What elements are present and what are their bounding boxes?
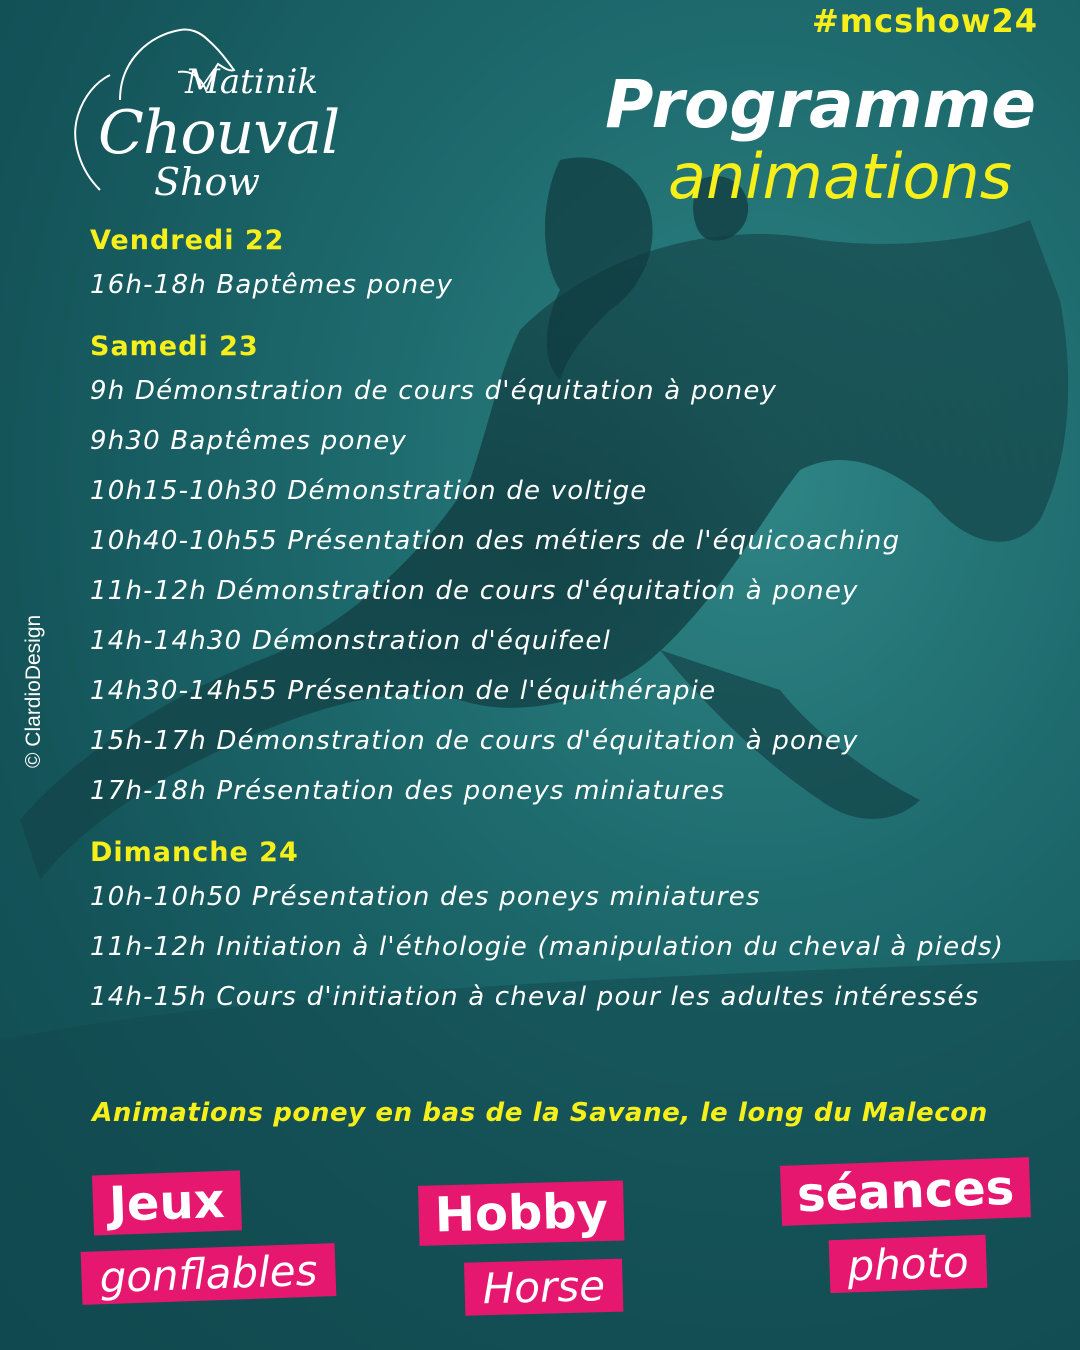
logo-text-chouval: Chouval	[98, 98, 340, 168]
event-item: 14h-14h30 Démonstration d'équifeel	[90, 626, 612, 656]
badge-subtitle: photo	[829, 1235, 988, 1293]
event-item: 14h30-14h55 Présentation de l'équithérapie	[90, 676, 717, 706]
badge-title: séances	[780, 1157, 1031, 1226]
event-logo	[60, 20, 360, 204]
event-item: 14h-15h Cours d'initiation à cheval pour les adultes intéressés	[90, 982, 980, 1012]
page-title: Programme	[605, 66, 1036, 143]
photo-credit: © ClardioDesign	[22, 614, 45, 768]
day-heading: Vendredi 22	[90, 225, 285, 256]
event-item: 17h-18h Présentation des poneys miniatures	[90, 776, 726, 806]
event-item: 9h Démonstration de cours d'équitation à poney	[90, 376, 778, 406]
day-block-samedi	[90, 328, 1075, 816]
event-item: 10h15-10h30 Démonstration de voltige	[90, 476, 648, 506]
location-note: Animations poney en bas de la Savane, le long du Malecon	[92, 1098, 988, 1128]
event-item: 16h-18h Baptêmes poney	[90, 270, 454, 300]
schedule	[90, 222, 1075, 1040]
badge-title: Jeux	[92, 1170, 242, 1235]
badge-subtitle: gonflables	[81, 1243, 337, 1305]
hashtag: #mcshow24	[811, 2, 1038, 40]
day-heading: Samedi 23	[90, 331, 259, 362]
logo-text-show: Show	[154, 160, 260, 204]
event-item: 10h40-10h55 Présentation des métiers de l'équicoaching	[90, 526, 901, 556]
day-block-dimanche	[90, 834, 1075, 1022]
event-item: 10h-10h50 Présentation des poneys miniatures	[90, 882, 761, 912]
event-item: 11h-12h Initiation à l'éthologie (manipulation du cheval à pieds)	[90, 932, 1005, 962]
page-subtitle: animations	[668, 140, 1012, 213]
badge-subtitle: Horse	[464, 1259, 624, 1316]
day-heading: Dimanche 24	[90, 837, 299, 868]
event-item: 15h-17h Démonstration de cours d'équitation à poney	[90, 726, 859, 756]
event-item: 9h30 Baptêmes poney	[90, 426, 408, 456]
event-item: 11h-12h Démonstration de cours d'équitation à poney	[90, 576, 859, 606]
logo-text-matinik: Matinik	[185, 62, 318, 102]
day-block-vendredi	[90, 222, 1075, 310]
badge-title: Hobby	[418, 1181, 625, 1246]
